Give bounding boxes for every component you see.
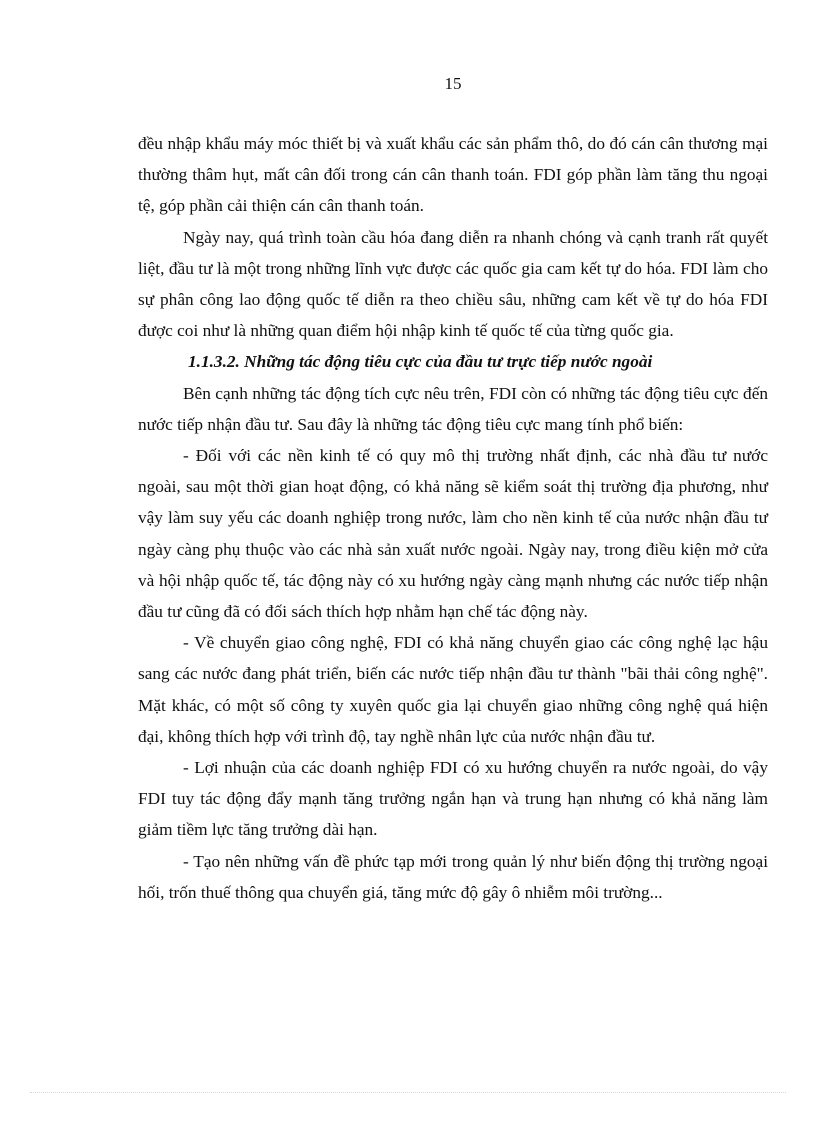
footer-divider bbox=[30, 1092, 786, 1093]
paragraph-globalization: Ngày nay, quá trình toàn cầu hóa đang diễn ra nhanh chóng và cạnh tranh rất quyết liệt, đầu tư là một trong những lĩnh vực được các quốc gia cam kết tự do hóa. FDI làm cho sự phân công lao động quốc tế diễn ra theo chiều sâu, những cam kết về tự do hóa FDI được coi như là những quan điểm hội nhập kinh tế quốc tế của từng quốc gia. bbox=[138, 227, 768, 341]
page-number: 15 bbox=[444, 74, 462, 93]
section-heading: 1.1.3.2. Những tác động tiêu cực của đầu tư trực tiếp nước ngoài bbox=[188, 352, 653, 372]
paragraph-trade-balance: đều nhập khẩu máy móc thiết bị và xuất khẩu các sản phẩm thô, do đó cán cân thương mại thường thâm hụt, mất cân đối trong cán cân thanh toán. FDI góp phần làm tăng thu ngoại tệ, góp phần cải thiện cán cân thanh toán. bbox=[138, 134, 768, 216]
paragraph-technology-transfer: - Về chuyển giao công nghệ, FDI có khả năng chuyển giao các công nghệ lạc hậu sang các nước đang phát triển, biến các nước tiếp nhận đầu tư thành "bãi thải công nghệ". Mặt khác, có một số công ty xuyên quốc gia lại chuyển giao những công nghệ quá hiện đại, không thích hợp với trình độ, tay nghề nhân lực của nước nhận đầu tư. bbox=[138, 633, 768, 746]
paragraph-market-control: - Đối với các nền kinh tế có quy mô thị trường nhất định, các nhà đầu tư nước ngoài, sau một thời gian hoạt động, có khả năng sẽ kiểm soát thị trường địa phương, như vậy làm suy yếu các doanh nghiệp trong nước, làm cho nền kinh tế của nước nhận đầu tư ngày càng phụ thuộc vào các nhà sản xuất nước ngoài. Ngày nay, trong điều kiện mở cửa và hội nhập quốc tế, tác động này có xu hướng ngày càng mạnh nhưng các nước tiếp nhận đầu tư cũng đã có đối sách thích hợp nhằm hạn chế tác động này. bbox=[138, 446, 768, 622]
document-body bbox=[138, 128, 768, 908]
paragraph-negative-intro: Bên cạnh những tác động tích cực nêu trên, FDI còn có những tác động tiêu cực đến nước tiếp nhận đầu tư. Sau đây là những tác động tiêu cực mang tính phổ biến: bbox=[138, 383, 768, 434]
paragraph-management-issues: - Tạo nên những vấn đề phức tạp mới trong quản lý như biến động thị trường ngoại hối, trốn thuế thông qua chuyển giá, tăng mức độ gây ô nhiễm môi trường... bbox=[138, 851, 768, 902]
paragraph-profit-repatriation: - Lợi nhuận của các doanh nghiệp FDI có xu hướng chuyển ra nước ngoài, do vậy FDI tuy tác động đẩy mạnh tăng trưởng ngắn hạn và trung hạn nhưng có khả năng làm giảm tiềm lực tăng trưởng dài hạn. bbox=[138, 758, 768, 840]
